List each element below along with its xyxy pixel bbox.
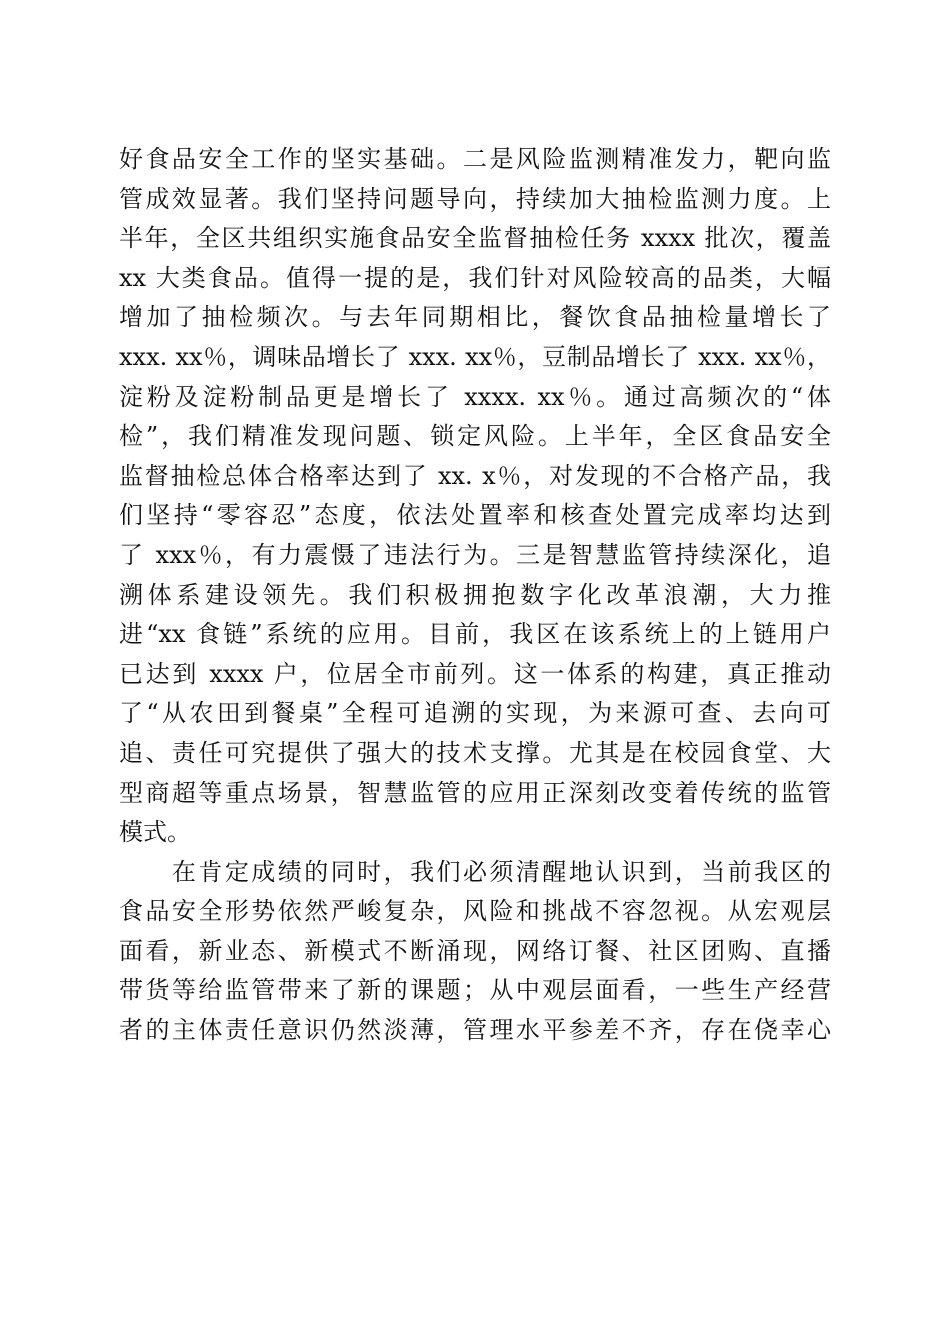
text-line: 好食品安全工作的坚实基础。二是风险监测精准发力，靶向监 <box>119 145 831 173</box>
text-line: 模式。 <box>119 818 191 847</box>
text-line: 增加了抽检频次。与去年同期相比，餐饮食品抽检量增长了 <box>119 303 831 332</box>
text-line: 追、责任可究提供了强大的技术支撑。尤其是在校园食堂、大 <box>119 738 831 767</box>
text-line: 们坚持“零容忍”态度，依法处置率和核查处置完成率均达到 <box>119 501 831 530</box>
text-line: 管成效显著。我们坚持问题导向，持续加大抽检监测力度。上 <box>119 184 831 213</box>
text-line: 在肯定成绩的同时，我们必须清醒地认识到，当前我区的 <box>119 857 831 886</box>
text-line: 带货等给监管带来了新的课题；从中观层面看，一些生产经营 <box>119 976 831 1005</box>
text-line: 检”，我们精准发现问题、锁定风险。上半年，全区食品安全 <box>119 422 831 451</box>
text-line: xx 大类食品。值得一提的是，我们针对风险较高的品类，大幅 <box>119 263 831 292</box>
text-line: 者的主体责任意识仍然淡薄，管理水平参差不齐，存在侥幸心 <box>119 1016 831 1045</box>
text-line: 已达到 xxxx 户，位居全市前列。这一体系的构建，真正推动 <box>119 659 831 688</box>
paragraph-2 <box>119 853 831 1051</box>
text-line: 溯体系建设领先。我们积极拥抱数字化改革浪潮，大力推 <box>119 580 831 609</box>
text-line: 了 xxx％，有力震慑了违法行为。三是智慧监管持续深化，追 <box>119 540 831 569</box>
text-line: 进“xx 食链”系统的应用。目前，我区在该系统上的上链用户 <box>119 620 831 649</box>
text-line: 了“从农田到餐桌”全程可追溯的实现，为来源可查、去向可 <box>119 699 831 728</box>
text-line: 面看，新业态、新模式不断涌现，网络订餐、社区团购、直播 <box>119 936 831 965</box>
text-line: xxx. xx％，调味品增长了 xxx. xx％，豆制品增长了 xxx. xx％， <box>119 342 831 371</box>
document-body <box>119 140 831 1051</box>
text-line: 半年，全区共组织实施食品安全监督抽检任务 xxxx 批次，覆盖 <box>119 224 831 253</box>
text-line: 淀粉及淀粉制品更是增长了 xxxx. xx％。通过高频次的“体 <box>119 382 831 411</box>
text-line: 型商超等重点场景，智慧监管的应用正深刻改变着传统的监管 <box>119 778 831 807</box>
paragraph-1 <box>119 140 831 853</box>
text-line: 监督抽检总体合格率达到了 xx. x％，对发现的不合格产品，我 <box>119 461 831 490</box>
text-line: 食品安全形势依然严峻复杂，风险和挑战不容忽视。从宏观层 <box>119 897 831 926</box>
